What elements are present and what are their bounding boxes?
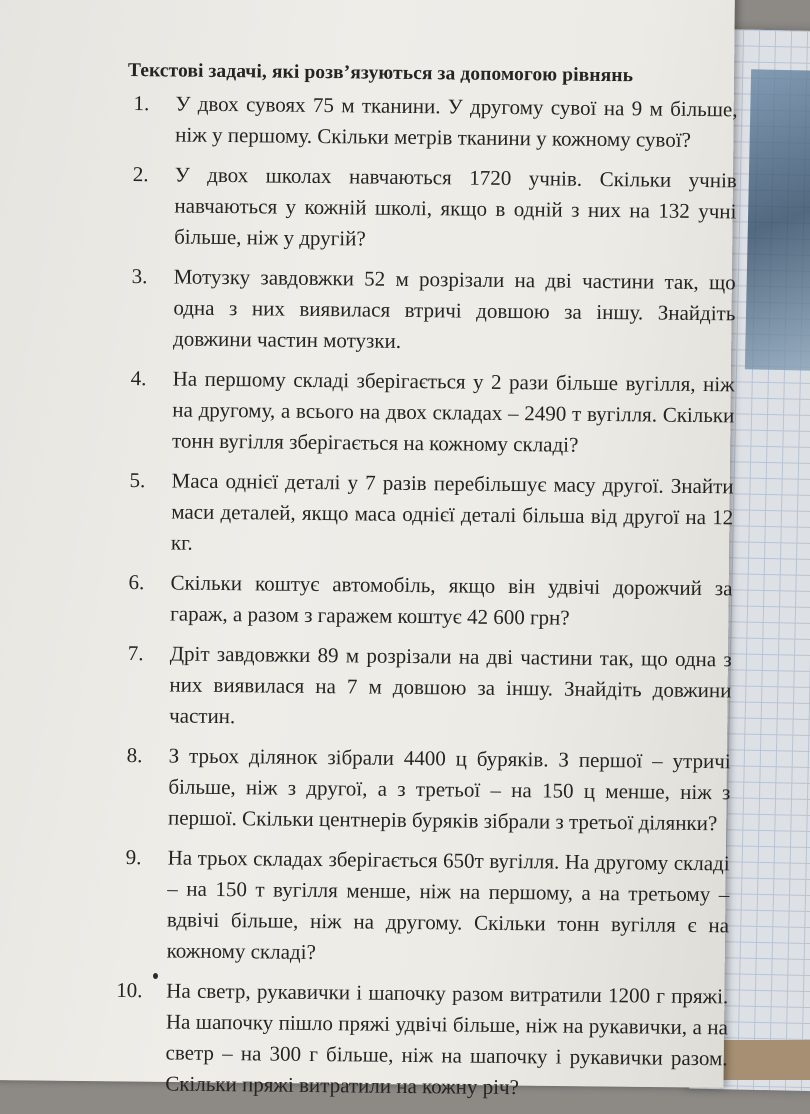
problem-item bbox=[124, 363, 735, 462]
problem-item bbox=[125, 261, 736, 360]
problem-item bbox=[120, 740, 731, 839]
problem-item bbox=[123, 465, 734, 564]
problem-item bbox=[121, 638, 732, 737]
problem-text: На трьох складах зберігається 650т вугілля. На другому складі – на 150 т вугілля менше, ніж на першому, а на третьому – вдвічі більше, ніж на другому. Скільки тонн вугілля є на кожному складі? bbox=[166, 845, 730, 965]
problem-item bbox=[127, 88, 738, 156]
problem-text: Мотузку завдовжки 52 м розрізали на дві частини так, що одна з них виявилася втричі довшою за іншу. Знайдіть довжини частин мотузки. bbox=[172, 264, 736, 353]
problem-number: 3. bbox=[131, 264, 148, 289]
problem-number: 6. bbox=[128, 570, 145, 595]
worksheet bbox=[117, 60, 738, 1114]
background-notebook-cover bbox=[745, 69, 810, 370]
problem-text: На светр, рукавички і шапочку разом витратили 1200 г пряжі. На шапочку пішло пряжі удвічі більше, ніж на рукавички, а на светр – на 300 г більше, ніж на шапочку і рукавички разом. Скільки пряжі витратили на кожну річ? bbox=[165, 978, 729, 1100]
problem-text: З трьох ділянок зібрали 4400 ц буряків. З першої – утричі більше, ніж з другої, а з третьої – на 150 ц менше, ніж з першої. Скільки центнерів буряків зібрали з третьої ділянки? bbox=[167, 743, 731, 836]
ink-dot bbox=[153, 973, 158, 979]
worksheet-title: Текстові задачі, які розв’язуються за допомогою рівнянь bbox=[127, 60, 634, 87]
problem-text: На першому складі зберігається у 2 рази більше вугілля, ніж на другому, а всього на двох складах – 2490 т вугілля. Скільки тонн вугілля зберігається на кожному складі? bbox=[171, 366, 735, 457]
problem-item bbox=[117, 975, 728, 1105]
problem-number: 9. bbox=[125, 845, 142, 870]
problem-number: 10. bbox=[116, 977, 143, 1003]
problem-text: Скільки коштує автомобіль, якщо він удвічі дорожчий за гараж, а разом з гаражем коштує 42 600 грн? bbox=[170, 570, 733, 630]
problem-number: 2. bbox=[132, 162, 149, 187]
problem-number: 8. bbox=[126, 743, 143, 768]
problem-number: 7. bbox=[127, 641, 144, 666]
problem-number: 4. bbox=[130, 366, 147, 391]
problem-text: Маса однієї деталі у 7 разів перебільшує масу другої. Знайти маси деталей, якщо маса однієї деталі більша від другої на 12 кг. bbox=[170, 468, 734, 555]
problem-list bbox=[117, 88, 738, 1105]
problem-item bbox=[119, 842, 730, 972]
problem-item bbox=[122, 567, 733, 635]
problem-number: 1. bbox=[133, 91, 150, 116]
problem-item bbox=[126, 159, 737, 258]
problem-text: Дріт завдовжки 89 м розрізали на дві частини так, що одна з них виявилася на 7 м довшою за іншу. Знайдіть довжини частин. bbox=[169, 641, 732, 729]
problem-number: 5. bbox=[129, 468, 146, 493]
problem-text: У двох сувоях 75 м тканини. У другому сувої на 9 м більше, ніж у першому. Скільки метрів тканини у кожному сувої? bbox=[175, 91, 738, 152]
problem-text: У двох школах навчаються 1720 учнів. Скільки учнів навчаються у кожній школі, якщо в одній з них на 132 учні більше, ніж у другій? bbox=[174, 162, 737, 251]
